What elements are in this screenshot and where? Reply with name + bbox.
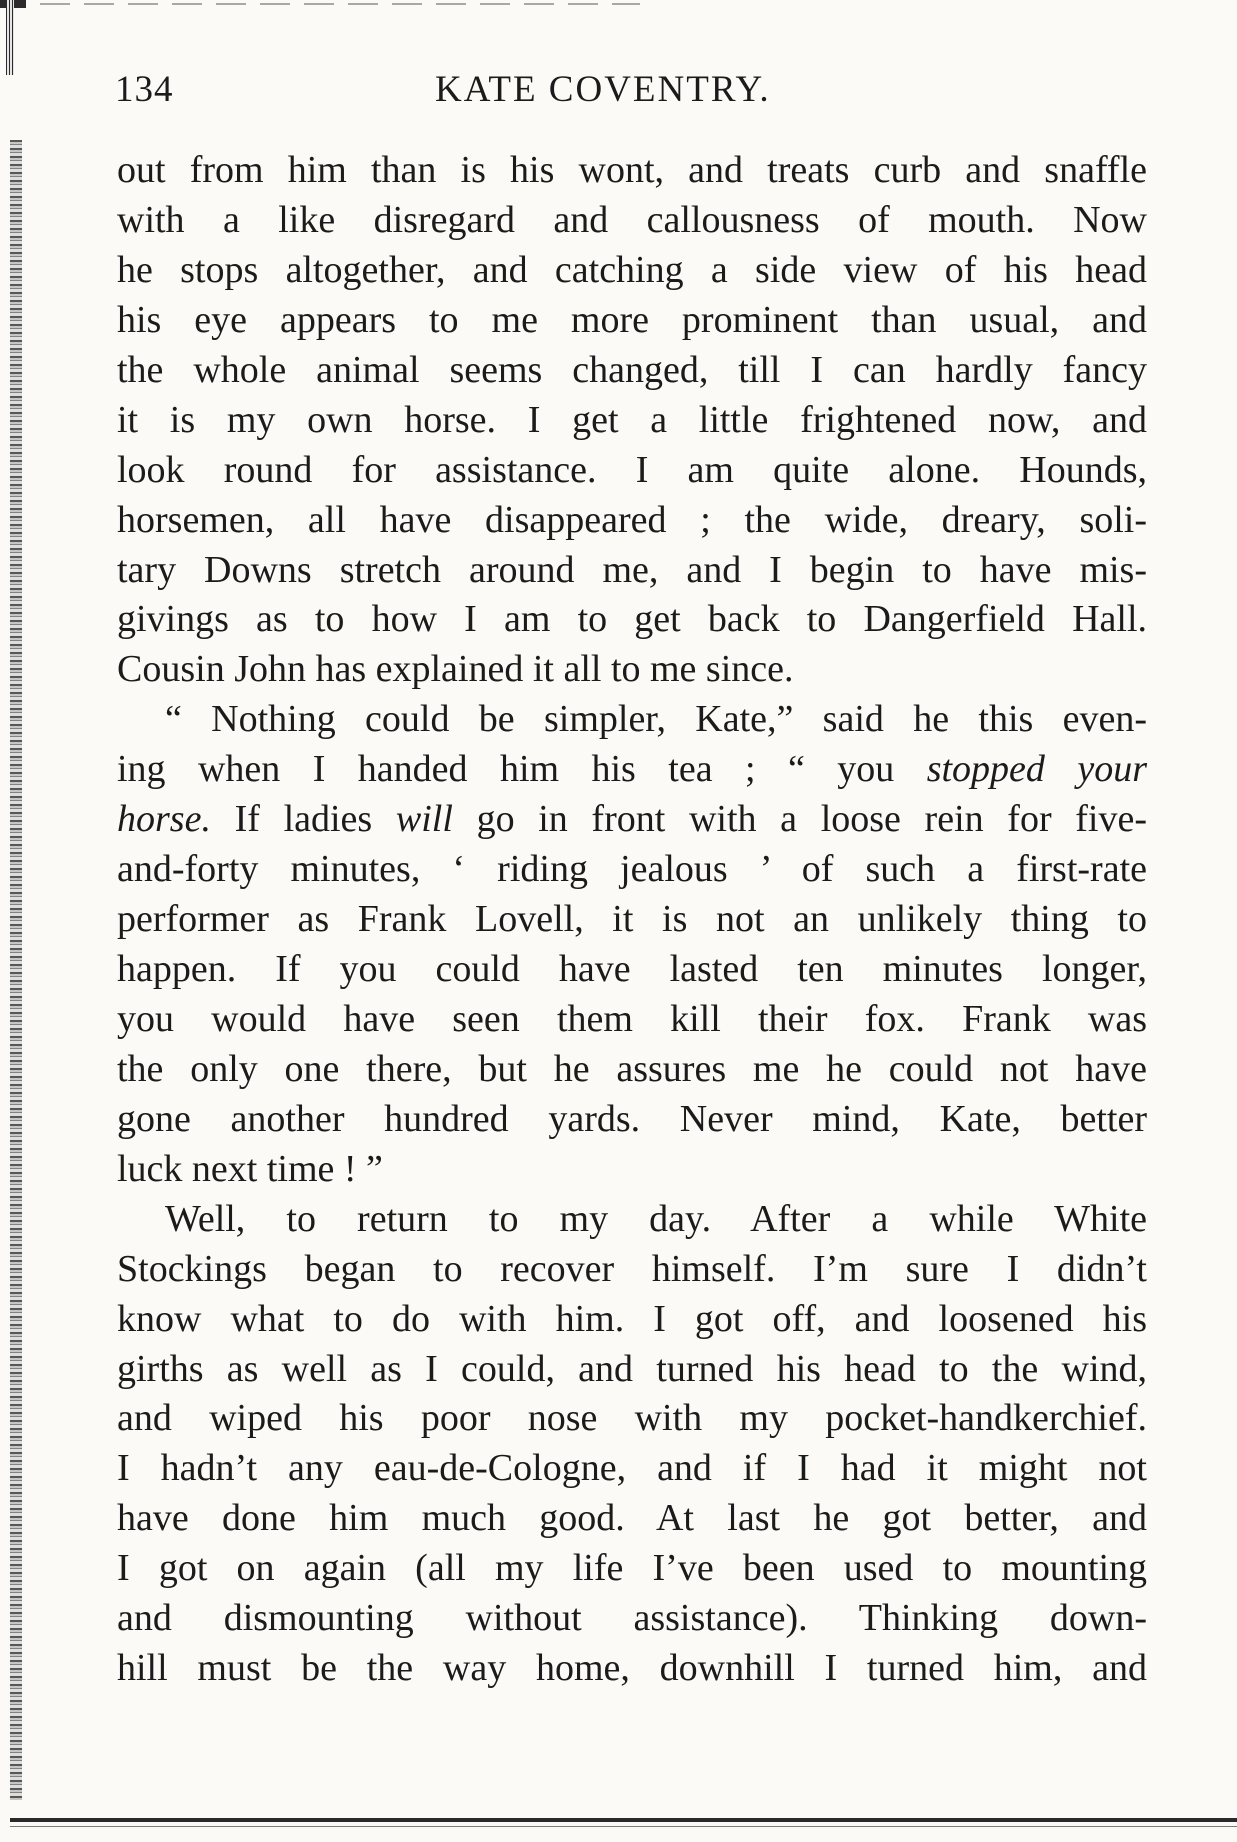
- text-line: tary Downs stretch around me, and I begin to have mis-: [117, 548, 1147, 591]
- text-line: Stockings began to recover himself. I’m sure I didn’t: [117, 1247, 1147, 1290]
- text-line: gone another hundred yards. Never mind, Kate, better: [117, 1097, 1147, 1140]
- text-line: “ Nothing could be simpler, Kate,” said he this even-: [165, 698, 1147, 741]
- text-line: you would have seen them kill their fox. Frank was: [117, 997, 1147, 1040]
- text-line: his eye appears to me more prominent than usual, and: [117, 298, 1147, 341]
- text-line: horsemen, all have disappeared ; the wide, dreary, soli-: [117, 498, 1147, 541]
- italic-segment: stopped your: [926, 748, 1147, 791]
- text-line: Cousin John has explained it all to me since.: [117, 648, 794, 691]
- text-segment: If ladies: [210, 798, 396, 841]
- text-line: [117, 795, 1147, 845]
- binding-spine: [10, 140, 22, 1800]
- page-header: [115, 60, 1145, 120]
- top-edge-rule: [40, 3, 640, 5]
- italic-segment: horse.: [117, 798, 211, 841]
- text-line: it is my own horse. I get a little frightened now, and: [117, 398, 1147, 441]
- text-line: I got on again (all my life I’ve been used to mounting: [117, 1547, 1147, 1590]
- text-line: with a like disregard and callousness of mouth. Now: [117, 198, 1147, 241]
- bottom-edge-rule-thin: [10, 1826, 1237, 1827]
- text-line: hill must be the way home, downhill I turned him, and: [117, 1647, 1147, 1690]
- text-line: and wiped his poor nose with my pocket-handkerchief.: [117, 1397, 1147, 1440]
- italic-segment: will: [395, 798, 453, 841]
- text-line: performer as Frank Lovell, it is not an unlikely thing to: [117, 898, 1147, 941]
- text-line: happen. If you could have lasted ten minutes longer,: [117, 948, 1147, 990]
- text-line: the whole animal seems changed, till I can hardly fancy: [117, 348, 1147, 391]
- text-line: [117, 745, 1147, 795]
- text-line: I hadn’t any eau-de-Cologne, and if I had it might not: [117, 1447, 1147, 1490]
- page-body: [117, 146, 1147, 1694]
- text-line: the only one there, but he assures me he could not have: [117, 1047, 1147, 1090]
- text-segment: ing when I handed him his tea ; “ you: [117, 748, 927, 791]
- running-title: KATE COVENTRY.: [435, 69, 771, 110]
- text-line: girths as well as I could, and turned his head to the wind,: [117, 1347, 1147, 1390]
- page-number: 134: [115, 69, 174, 110]
- text-line: have done him much good. At last he got better, and: [117, 1497, 1147, 1540]
- text-line: Well, to return to my day. After a while White: [165, 1197, 1147, 1240]
- text-line: know what to do with him. I got off, and loosened his: [117, 1297, 1147, 1340]
- book-binding-edge: [0, 0, 30, 1842]
- text-line: givings as to how I am to get back to Dangerfield Hall.: [117, 598, 1147, 641]
- text-line: and-forty minutes, ‘ riding jealous ’ of such a first-rate: [117, 848, 1147, 891]
- text-line: and dismounting without assistance). Thinking down-: [117, 1597, 1147, 1640]
- text-line: he stops altogether, and catching a side view of his head: [117, 248, 1147, 291]
- text-line: look round for assistance. I am quite alone. Hounds,: [117, 448, 1147, 491]
- text-segment: go in front with a loose rein for five-: [452, 798, 1147, 841]
- text-line: luck next time ! ”: [117, 1147, 383, 1190]
- bottom-edge-rule: [10, 1818, 1237, 1822]
- binding-spine-top: [6, 0, 14, 75]
- text-line: out from him than is his wont, and treats curb and snaffle: [117, 149, 1147, 191]
